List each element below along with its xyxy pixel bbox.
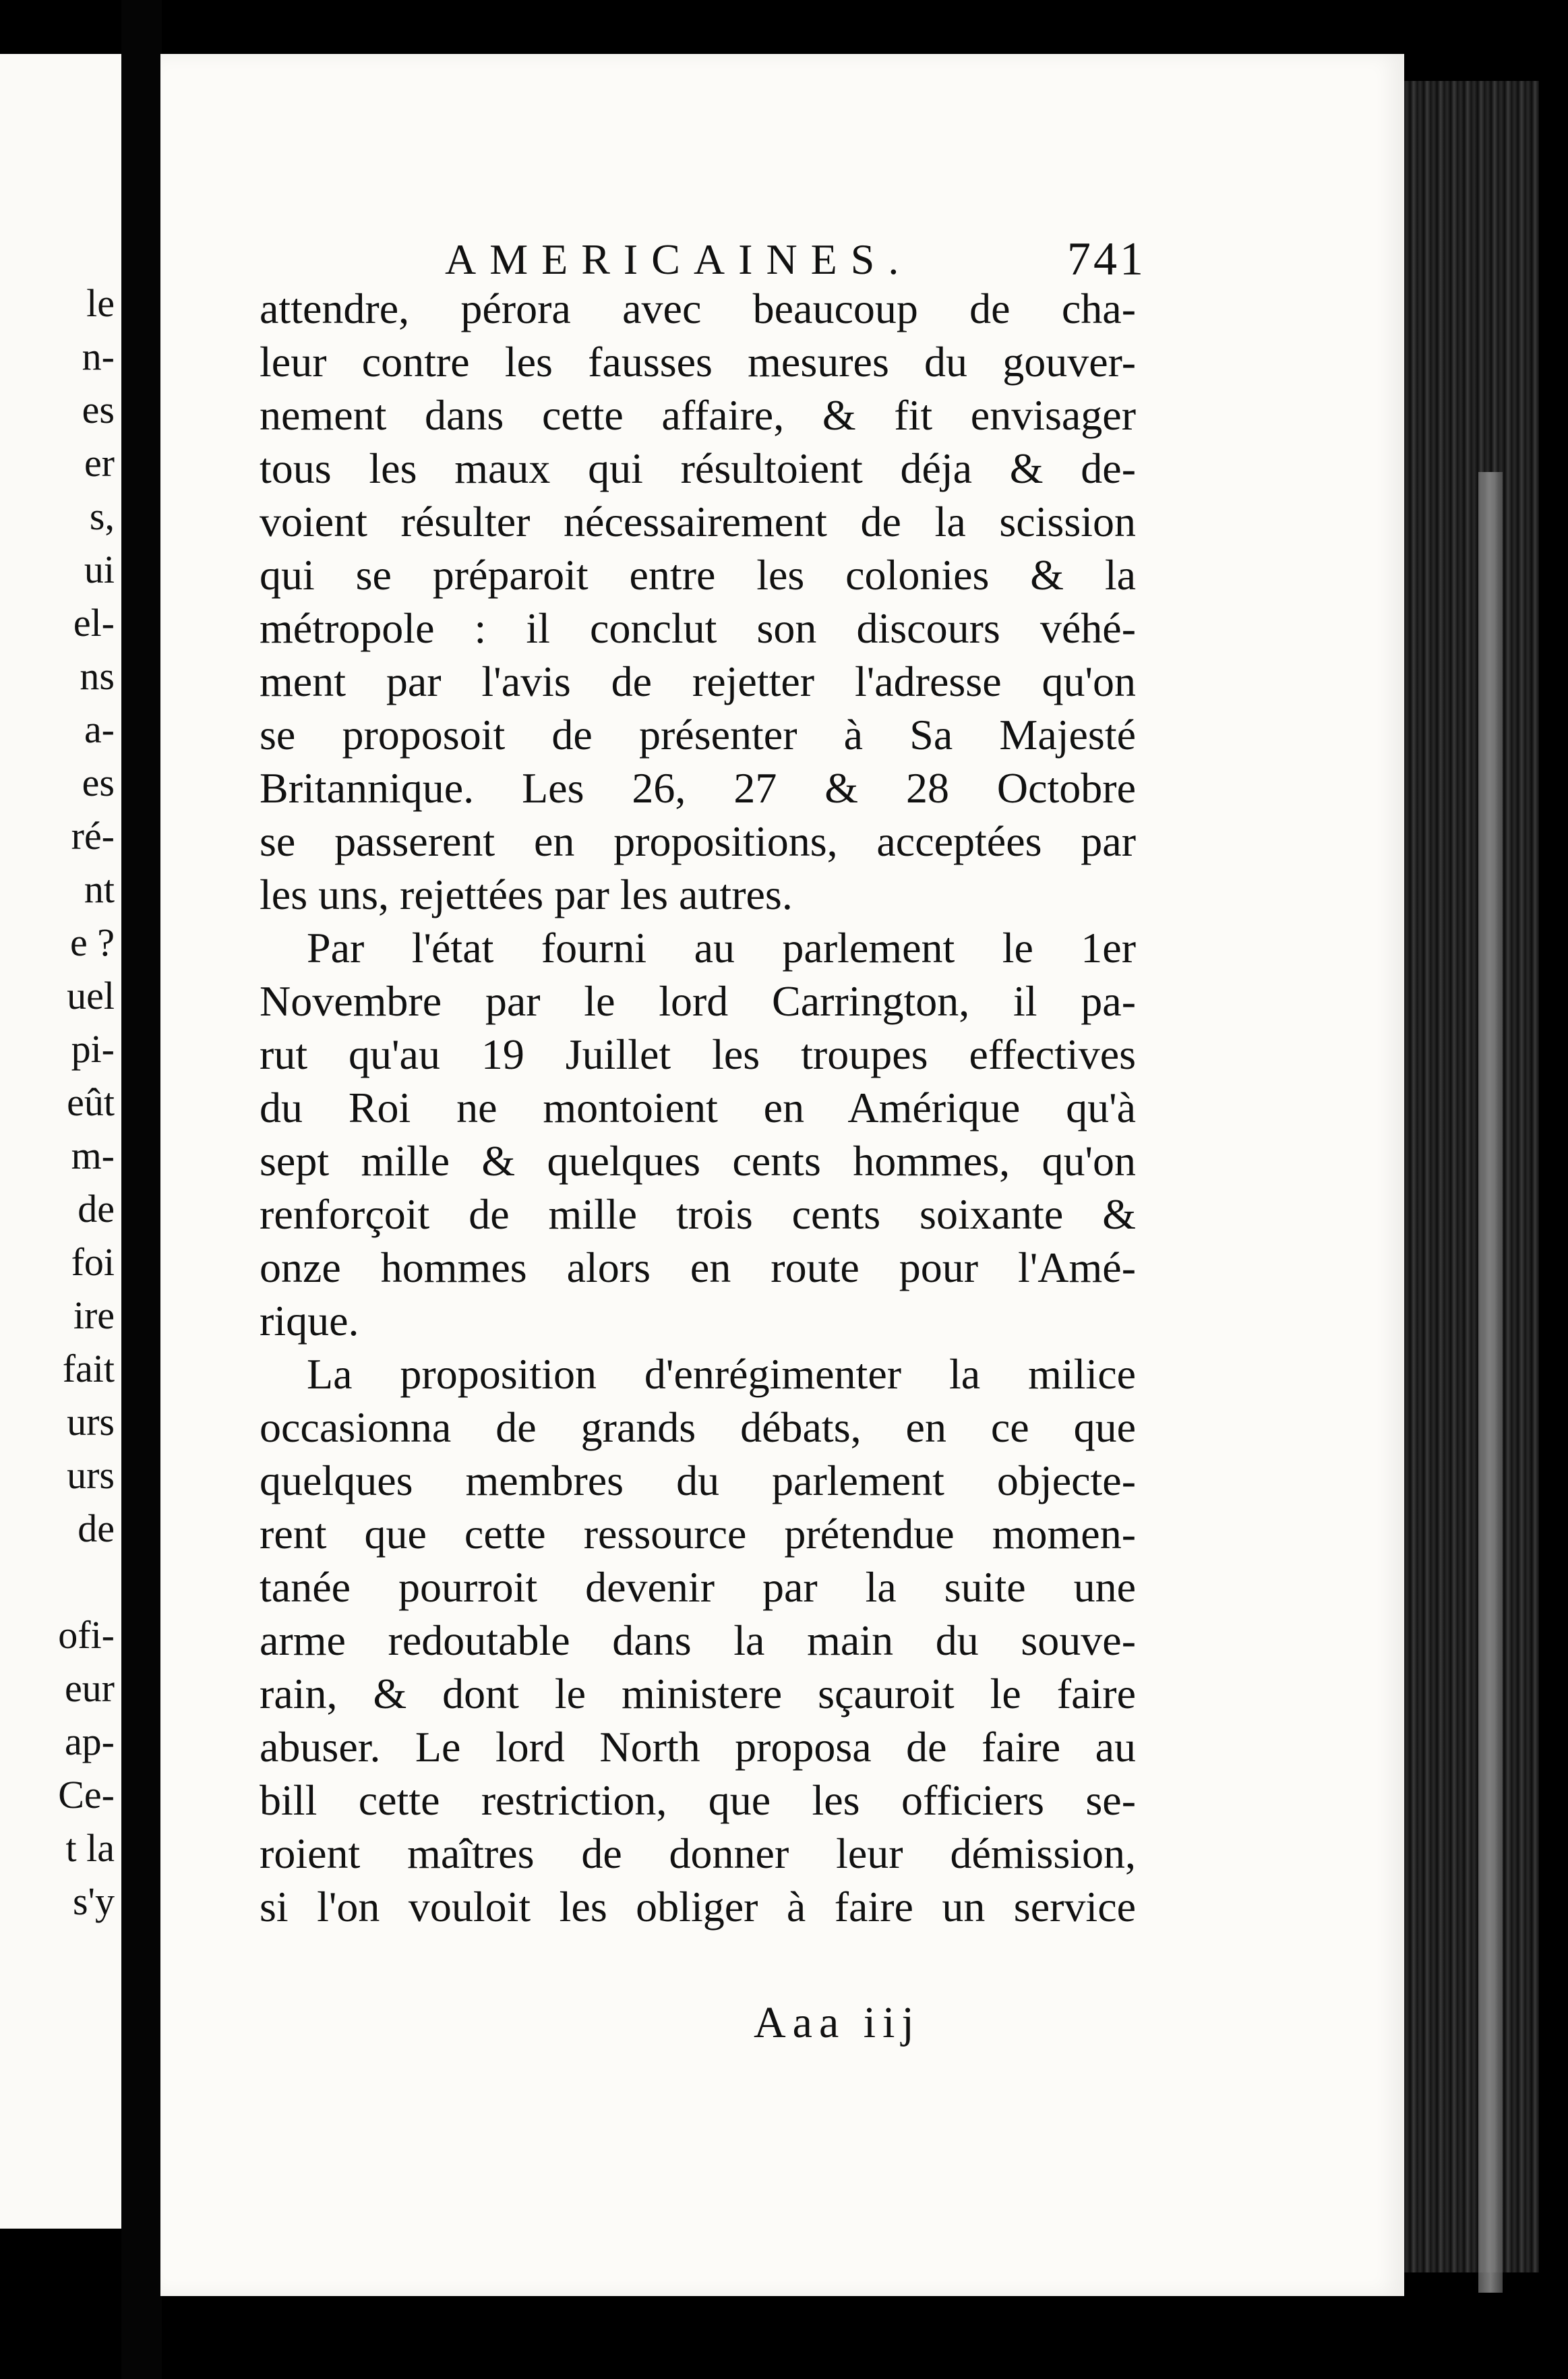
text-line: onze hommes alors en route pour l'Amé- [260,1243,1136,1291]
previous-page-text [0,276,115,1928]
text-line: tous les maux qui résultoient déja & de- [260,444,1136,492]
text-line: rut qu'au 19 Juillet les troupes effectives [260,1030,1136,1078]
page-header [445,229,1146,290]
previous-page-line: le [86,281,115,325]
previous-page-line: t la [65,1826,115,1870]
page-number: 741 [1067,233,1146,285]
previous-page [0,54,121,2229]
text-line: se proposoit de présenter à Sa Majesté [260,711,1136,759]
previous-page-line: s'y [72,1879,115,1923]
previous-page-line: ap- [64,1720,115,1763]
page-edge-highlight [1478,472,1503,2293]
previous-page-line: ofi- [58,1613,115,1657]
previous-page-line: m- [71,1134,115,1177]
previous-page-line: ire [73,1293,115,1337]
previous-page-line: es [82,388,115,432]
text-line: tanée pourroit devenir par la suite une [260,1563,1136,1611]
signature-mark: Aaa iij [754,1998,921,2047]
text-line: abuser. Le lord North proposa de faire au [260,1723,1136,1771]
text-line: rique. [260,1297,359,1345]
text-line: du Roi ne montoient en Amérique qu'à [260,1084,1136,1132]
previous-page-line: er [84,441,115,485]
text-line: qui se préparoit entre les colonies & la [260,551,1136,599]
text-line: si l'on vouloit les obliger à faire un service [260,1883,1136,1931]
previous-page-line: de [78,1506,115,1550]
text-line: occasionna de grands débats, en ce que [260,1403,1136,1451]
text-line: les uns, rejettées par les autres. [260,871,793,918]
previous-page-line: foi [71,1240,115,1284]
text-line: rain, & dont le ministere sçauroit le faire [260,1670,1136,1717]
previous-page-line: eût [67,1080,115,1124]
page-edge-stack [1404,81,1539,2272]
text-line: attendre, pérora avec beaucoup de cha- [260,285,1136,332]
previous-page-line: nt [84,867,115,911]
text-line: métropole : il conclut son discours véhé- [260,604,1136,652]
text-line: quelques membres du parlement objecte- [260,1457,1136,1504]
previous-page-line: a- [84,707,115,751]
previous-page-line: ns [80,654,115,698]
text-line: bill cette restriction, que les officiers se- [260,1776,1136,1824]
previous-page-line: de [78,1187,115,1231]
previous-page-line: pi- [71,1027,115,1071]
previous-page-line [0,1555,115,1608]
page-body-text [260,282,1136,1933]
book-gutter [121,0,162,2379]
previous-page-line: n- [82,334,115,378]
previous-page-line: el- [73,601,115,645]
previous-page-line: urs [67,1400,115,1444]
text-line: renforçoit de mille trois cents soixante & [260,1190,1136,1238]
text-line: Novembre par le lord Carrington, il pa- [260,977,1136,1025]
previous-page-line: ui [84,548,115,591]
text-line: ment par l'avis de rejetter l'adresse qu'on [260,657,1136,705]
previous-page-line: s, [89,494,115,538]
previous-page-line: urs [67,1453,115,1497]
text-line: Par l'état fourni au parlement le 1er [307,924,1136,972]
text-line: nement dans cette affaire, & fit envisager [260,391,1136,439]
previous-page-line: es [82,761,115,804]
text-line: se passerent en propositions, acceptées par [260,817,1136,865]
text-line: voient résulter nécessairement de la scission [260,498,1136,546]
text-line: Britannique. Les 26, 27 & 28 Octobre [260,764,1136,812]
text-line: arme redoutable dans la main du souve- [260,1616,1136,1664]
previous-page-line: uel [67,974,115,1018]
previous-page-line: Ce- [58,1773,115,1817]
text-line: rent que cette ressource prétendue momen- [260,1510,1136,1558]
previous-page-line: fait [62,1347,115,1390]
running-title: AMERICAINES. [445,235,913,283]
previous-page-line: e ? [70,920,115,964]
text-line: leur contre les fausses mesures du gouver- [260,338,1136,386]
previous-page-line: eur [64,1666,115,1710]
text-line: roient maîtres de donner leur démission, [260,1829,1136,1877]
text-line: La proposition d'enrégimenter la milice [307,1350,1136,1398]
text-line: sept mille & quelques cents hommes, qu'on [260,1137,1136,1185]
previous-page-line: ré- [71,814,115,858]
